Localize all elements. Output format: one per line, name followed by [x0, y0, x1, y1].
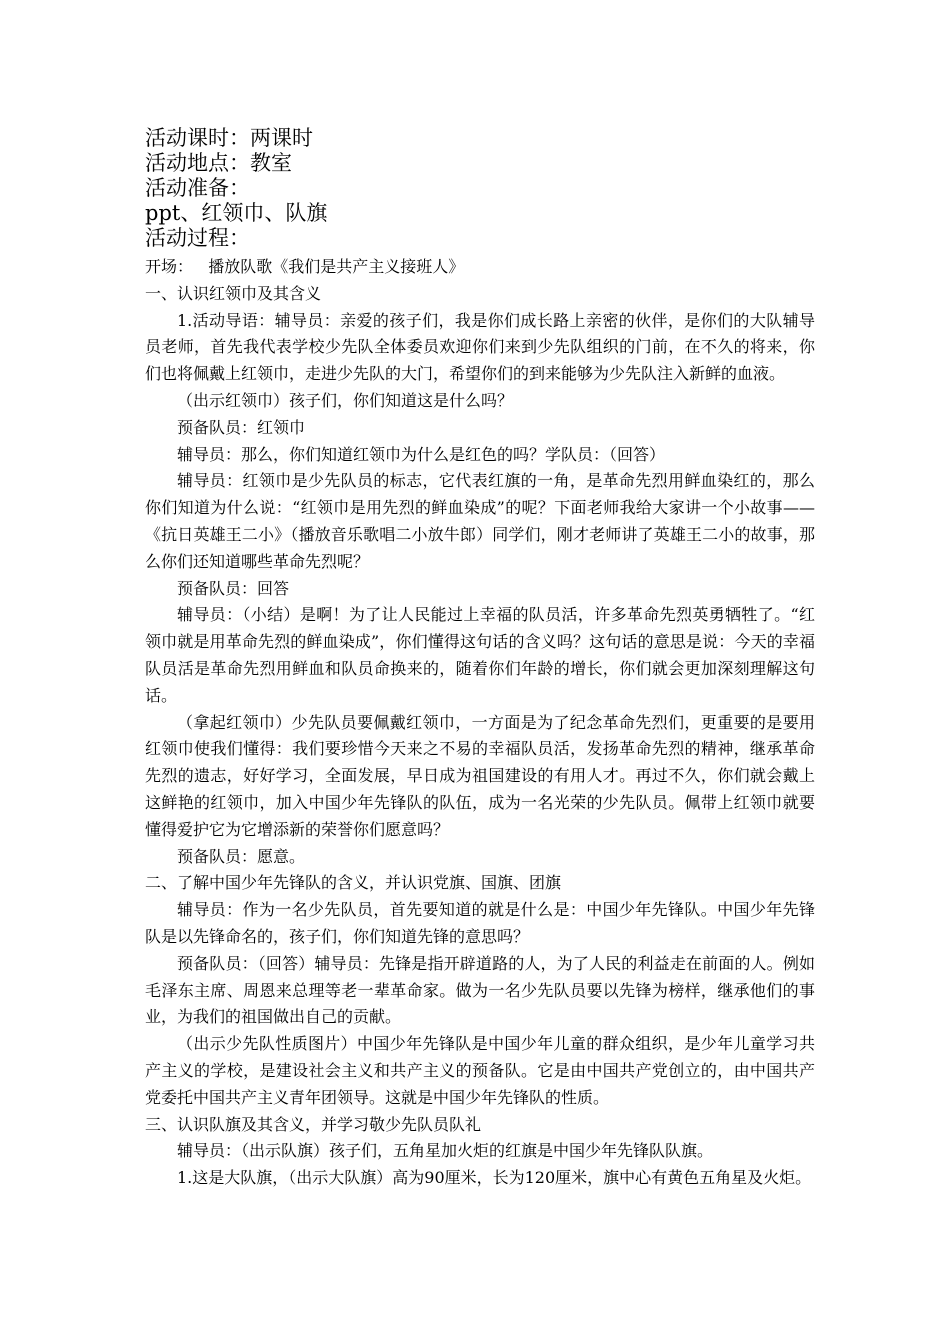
header-line: 活动课时：两课时	[145, 126, 313, 150]
paragraph: 辅导员：（小结）是啊！为了让人民能过上幸福的队员活，许多革命先烈英勇牺牲了。“红领巾就是用革命先烈的鲜血染成”，你们懂得这句话的含义吗？这句话的意思是说：今天的幸福队员活是革命先烈用鲜血和队员命换来的，随着你们年龄的增长，你们就会更加深刻理解这句话。	[145, 605, 815, 705]
header-line: ppt、红领巾、队旗	[145, 201, 328, 225]
header-line: 活动过程：	[145, 226, 250, 250]
paragraph: 1.这是大队旗，（出示大队旗）高为90厘米，长为120厘米，旗中心有黄色五角星及火炬。	[177, 1168, 812, 1188]
opening-line: 开场： 播放队歌《我们是共产主义接班人》	[145, 257, 465, 276]
header-line: 活动地点：教室	[145, 151, 292, 175]
paragraph: 预备队员：回答	[177, 578, 290, 598]
paragraph: （出示红领巾）孩子们，你们知道这是什么吗？	[177, 390, 514, 410]
paragraph: 预备队员：红领巾	[177, 417, 306, 437]
document-page	[145, 126, 815, 1192]
section-heading: 二、了解中国少年先锋队的含义，并认识党旗、国旗、团旗	[145, 873, 562, 893]
header-block	[145, 126, 815, 251]
paragraph: 辅导员：作为一名少先队员，首先要知道的就是什么是：中国少年先锋队。中国少年先锋队是以先锋命名的，孩子们，你们知道先锋的意思吗？	[145, 900, 815, 946]
section-heading: 三、认识队旗及其含义，并学习敬少先队员队礼	[145, 1114, 482, 1134]
paragraph: （拿起红领巾）少先队员要佩戴红领巾，一方面是为了纪念革命先烈们，更重要的是要用红领巾使我们懂得：我们要珍惜今天来之不易的幸福队员活，发扬革命先烈的精神，继承革命先烈的遗志，好好学习，全面发展，早日成为祖国建设的有用人才。再过不久，你们就会戴上这鲜艳的红领巾，加入中国少年先锋队的队伍，成为一名光荣的少先队员。佩带上红领巾就要懂得爱护它为它增添新的荣誉你们愿意吗？	[145, 712, 815, 839]
paragraph: 辅导员：红领巾是少先队员的标志，它代表红旗的一角，是革命先烈用鲜血染红的，那么你们知道为什么说：“红领巾是用先烈的鲜血染成”的呢？下面老师我给大家讲一个小故事——《抗日英雄王二小》（播放音乐歌唱二小放牛郎）同学们，刚才老师讲了英雄王二小的故事，那么你们还知道哪些革命先烈呢？	[145, 471, 815, 571]
paragraph: 预备队员：（回答）辅导员：先锋是指开辟道路的人，为了人民的利益走在前面的人。例如毛泽东主席、周恩来总理等老一辈革命家。做为一名少先队员要以先锋为榜样，继承他们的事业，为我们的祖国做出自己的贡献。	[145, 953, 815, 1027]
header-line: 活动准备：	[145, 176, 250, 200]
paragraph: （出示少先队性质图片）中国少年先锋队是中国少年儿童的群众组织，是少年儿童学习共产主义的学校，是建设社会主义和共产主义的预备队。它是由中国共产党创立的，由中国共产党委托中国共产主义青年团领导。这就是中国少年先锋队的性质。	[145, 1034, 815, 1107]
paragraph: 辅导员：那么，你们知道红领巾为什么是红色的吗？学队员：（回答）	[177, 444, 666, 464]
paragraph: 辅导员：（出示队旗）孩子们，五角星加火炬的红旗是中国少年先锋队队旗。	[177, 1141, 714, 1161]
paragraph: 预备队员：愿意。	[177, 846, 306, 866]
paragraph: 1.活动导语：辅导员：亲爱的孩子们，我是你们成长路上亲密的伙伴，是你们的大队辅导员老师，首先我代表学校少先队全体委员欢迎你们来到少先队组织的门前，在不久的将来，你们也将佩戴上红领巾，走进少先队的大门，希望你们的到来能够为少先队注入新鲜的血液。	[145, 310, 815, 384]
section-heading: 一、认识红领巾及其含义	[145, 283, 322, 303]
